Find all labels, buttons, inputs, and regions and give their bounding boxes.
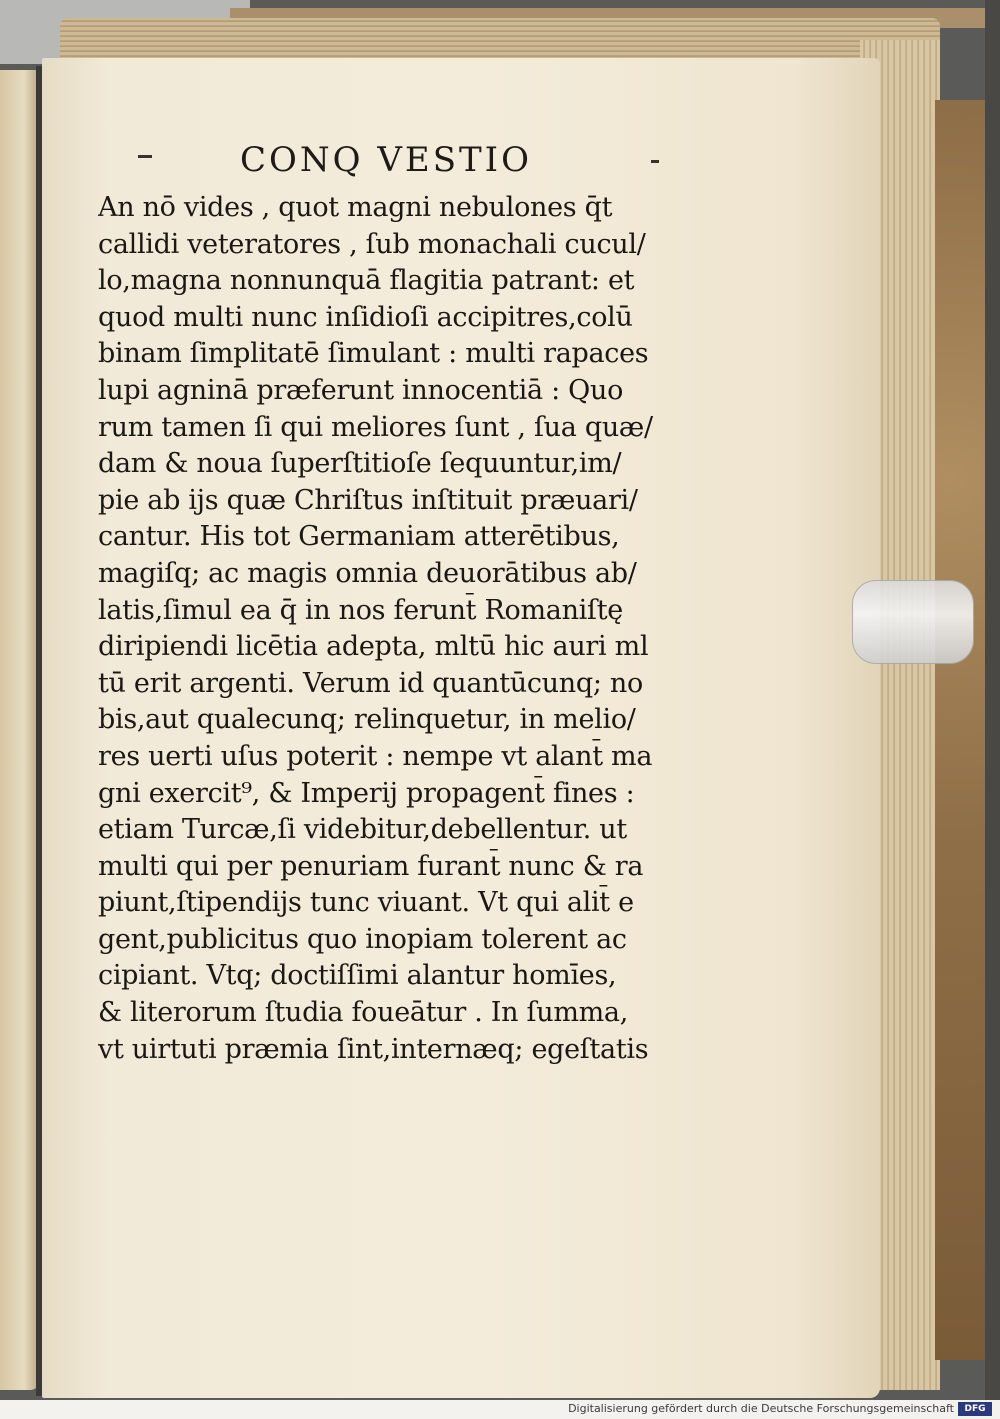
right-shadow [985,0,1000,1400]
text-line: cantur. His tot Germaniam atterētibus, [98,521,620,553]
text-line: bis,aut qualecunq; relinquetur, in melio/ [98,704,636,736]
text-line: cipiant. Vtq; doctiſſimi alantur homīes, [98,960,617,992]
text-line: lo,magna nonnunquā flagitia patrant: et [98,265,635,297]
text-line: latis,ſimul ea q̄ in nos ferunt̄ Romaniſtę [98,594,623,626]
text-line: res uerti uſus poterit : nempe vt alant̄ ma [98,740,653,772]
text-line: piunt,ſtipendijs tunc viuant. Vt qui alit̄ e [98,887,634,919]
text-line: dam & noua ſuperſtitioſe ſequuntur,im/ [98,448,622,480]
text-line: etiam Turcæ,ſi videbitur,debellentur. ut [98,814,627,846]
text-line: tū erit argenti. Verum id quantūcunq; no [98,667,643,699]
ornament-dash-right [651,160,659,163]
marbled-cover [935,100,990,1360]
running-heading: CONQ VESTIO [240,140,532,180]
text-line: & literorum ſtudia foueātur . In ſumma, [98,997,629,1029]
text-line: vt uirtuti præmia ſint,internæq; egeſtatis [98,1033,649,1065]
footer-bar [0,1400,1000,1419]
text-line: pie ab ijs quæ Chriſtus inſtituit præuari/ [98,484,638,516]
text-line: An nō vides , quot magni nebulones q̄t [98,192,613,223]
text-line: callidi veteratores , ſub monachali cucul/ [98,228,646,260]
text-line: multi qui per penuriam furant̄ nunc & ra [98,850,644,882]
funding-credit: Digitalisierung gefördert durch die Deutsche Forschungsgemeinschaft [568,1402,954,1415]
text-line: gent,publicitus quo inopiam tolerent ac [98,923,627,955]
facing-page-edge [0,70,40,1390]
text-line: magiſq; ac magis omnia deuorātibus ab/ [98,557,637,589]
text-line: gni exercit⁹, & Imperij propagent̄ fines : [98,777,635,809]
text-line: diripiendi licētia adepta, mltū hic auri ml [98,631,649,663]
text-line: lupi agninā præferunt innocentiā : Quo [98,374,624,406]
ornament-dash-left [138,155,152,158]
body-text [98,190,718,1068]
page-clip [852,580,974,664]
text-line: rum tamen ſi qui meliores ſunt , ſua quæ/ [98,411,653,443]
text-line: quod multi nunc inſidioſi accipitres,colū [98,301,633,333]
dfg-logo: DFG [958,1402,992,1416]
text-line: binam ſimplitatē ſimulant : multi rapaces [98,338,649,370]
